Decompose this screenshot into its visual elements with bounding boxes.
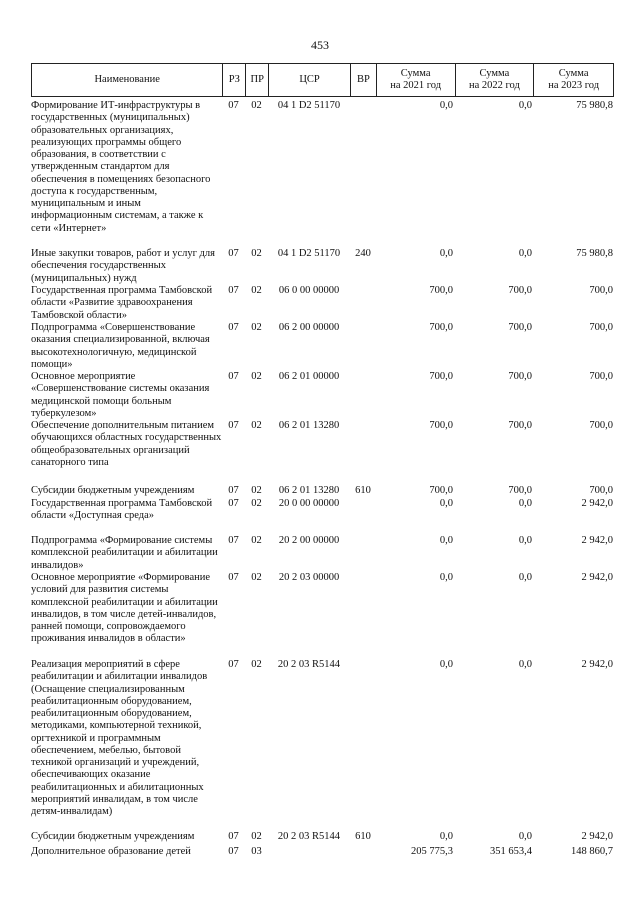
row-sum-2023: 700,0 xyxy=(589,371,613,382)
row-sum-2022: 0,0 xyxy=(518,248,532,259)
row-pr: 02 xyxy=(251,420,262,431)
row-name: Подпрограмма «Совершенствование оказания специализированной, включая высокотехнологичную, медицинской помощи» xyxy=(31,322,210,370)
row-rz: 07 xyxy=(228,100,239,111)
row-name: Иные закупки товаров, работ и услуг для обеспечения государственных (муниципальных) нужд xyxy=(31,248,215,284)
row-name: Основное мероприятие «Совершенствование системы оказания медицинской помощи больным туберкулезом» xyxy=(31,371,210,419)
row-csr: 06 2 01 13280 xyxy=(278,485,340,496)
header-sum-2021: Сумма на 2021 год xyxy=(376,64,455,96)
row-sum-2022: 0,0 xyxy=(518,831,532,842)
row-csr: 20 2 03 00000 xyxy=(278,572,340,583)
row-sum-2021: 205 775,3 xyxy=(411,846,453,857)
row-sum-2022: 700,0 xyxy=(508,285,532,296)
row-csr: 20 2 03 R5144 xyxy=(277,831,341,842)
row-sum-2021: 0,0 xyxy=(439,498,453,509)
table-row xyxy=(31,831,614,846)
row-sum-2022: 351 653,4 xyxy=(490,846,532,857)
row-csr: 20 0 00 00000 xyxy=(278,498,340,509)
row-name: Государственная программа Тамбовской области «Доступная среда» xyxy=(31,498,213,522)
row-csr: 06 2 01 13280 xyxy=(278,420,340,431)
row-sum-2022: 0,0 xyxy=(518,659,532,670)
row-sum-2022: 700,0 xyxy=(508,322,532,333)
table-row xyxy=(31,572,614,659)
row-name: Субсидии бюджетным учреждениям xyxy=(31,831,195,842)
row-rz: 07 xyxy=(228,535,239,546)
row-sum-2021: 0,0 xyxy=(439,535,453,546)
table-row xyxy=(31,248,614,285)
row-pr: 02 xyxy=(251,248,262,259)
row-pr: 02 xyxy=(251,831,262,842)
table-row xyxy=(31,659,614,831)
header-sum-2022: Сумма на 2022 год xyxy=(455,64,534,96)
row-sum-2023: 2 942,0 xyxy=(581,659,613,670)
table-row xyxy=(31,485,614,498)
page-number: 453 xyxy=(311,38,329,52)
row-vr: 610 xyxy=(355,485,371,496)
row-pr: 02 xyxy=(251,498,262,509)
row-rz: 07 xyxy=(228,498,239,509)
row-pr: 02 xyxy=(251,371,262,382)
row-pr: 02 xyxy=(251,322,262,333)
row-vr: 240 xyxy=(355,248,371,259)
row-sum-2023: 700,0 xyxy=(589,285,613,296)
header-vr: ВР xyxy=(350,64,376,96)
row-pr: 02 xyxy=(251,285,262,296)
row-sum-2021: 0,0 xyxy=(439,100,453,111)
row-rz: 07 xyxy=(228,420,239,431)
row-sum-2023: 2 942,0 xyxy=(581,498,613,509)
row-rz: 07 xyxy=(228,285,239,296)
table-body xyxy=(31,100,614,860)
row-pr: 02 xyxy=(251,485,262,496)
row-sum-2023: 700,0 xyxy=(589,420,613,431)
row-pr: 02 xyxy=(251,100,262,111)
row-sum-2021: 0,0 xyxy=(439,831,453,842)
header-pr: ПР xyxy=(245,64,268,96)
row-csr: 06 0 00 00000 xyxy=(278,285,340,296)
row-name: Подпрограмма «Формирование системы комплексной реабилитации и абилитации инвалидов» xyxy=(31,535,218,571)
row-csr: 20 2 03 R5144 xyxy=(277,659,341,670)
row-name: Субсидии бюджетным учреждениям xyxy=(31,485,195,496)
row-pr: 02 xyxy=(251,535,262,546)
row-sum-2023: 75 980,8 xyxy=(576,248,613,259)
row-sum-2021: 0,0 xyxy=(439,248,453,259)
row-vr: 610 xyxy=(355,831,371,842)
row-name: Государственная программа Тамбовской области «Развитие здравоохранения Тамбовской области» xyxy=(31,285,213,321)
table-row xyxy=(31,420,614,485)
row-csr: 06 2 00 00000 xyxy=(278,322,340,333)
row-sum-2021: 0,0 xyxy=(439,659,453,670)
row-csr: 06 2 01 00000 xyxy=(278,371,340,382)
row-rz: 07 xyxy=(228,831,239,842)
row-sum-2023: 700,0 xyxy=(589,322,613,333)
row-sum-2021: 700,0 xyxy=(429,322,453,333)
row-sum-2021: 700,0 xyxy=(429,285,453,296)
row-name: Реализация мероприятий в сфере реабилитации и абилитации инвалидов (Оснащение специализированным реабилитационным оборудованием, реабилитационным оборудованием, методиками, компьютерной техникой, оргтехникой и программным обеспечением, мебелью, бытовой техникой организаций и учреждений, обеспечивающих оказание реабилитационных и абилитационных мероприятий инвалидам, в том числе детям-инвалидам) xyxy=(31,659,208,817)
row-sum-2021: 0,0 xyxy=(439,572,453,583)
row-sum-2021: 700,0 xyxy=(429,485,453,496)
header-csr: ЦСР xyxy=(268,64,350,96)
row-rz: 07 xyxy=(228,485,239,496)
row-name: Дополнительное образование детей xyxy=(31,846,191,857)
header-name: Наименование xyxy=(94,74,160,85)
row-name: Обеспечение дополнительным питанием обучающихся областных государственных общеобразовательных организаций санаторного типа xyxy=(31,420,222,468)
row-csr: 04 1 D2 51170 xyxy=(277,248,341,259)
row-csr: 20 2 00 00000 xyxy=(278,535,340,546)
table-row xyxy=(31,285,614,322)
table-row xyxy=(31,322,614,371)
row-sum-2021: 700,0 xyxy=(429,420,453,431)
table-row xyxy=(31,846,614,860)
row-sum-2022: 0,0 xyxy=(518,100,532,111)
row-sum-2023: 75 980,8 xyxy=(576,100,613,111)
header-rz: РЗ xyxy=(222,64,245,96)
table-row xyxy=(31,100,614,248)
row-csr: 04 1 D2 51170 xyxy=(277,100,341,111)
row-sum-2022: 700,0 xyxy=(508,485,532,496)
row-sum-2022: 700,0 xyxy=(508,371,532,382)
row-name: Формирование ИТ-инфраструктуры в государственных (муниципальных) образовательных организациях, реализующих программы общего образования, в соответствии с утвержденным стандартом для обеспечения в помещениях безопасного доступа к государственным, муниципальным и иным информационным системам, а также к сети «Интернет» xyxy=(31,100,211,234)
row-sum-2023: 700,0 xyxy=(589,485,613,496)
row-rz: 07 xyxy=(228,371,239,382)
header-sum-2023: Сумма на 2023 год xyxy=(533,64,613,96)
row-rz: 07 xyxy=(228,572,239,583)
row-sum-2023: 2 942,0 xyxy=(581,831,613,842)
row-sum-2023: 148 860,7 xyxy=(571,846,613,857)
table-header xyxy=(31,63,614,97)
row-sum-2022: 700,0 xyxy=(508,420,532,431)
row-rz: 07 xyxy=(228,846,239,857)
table-row xyxy=(31,371,614,420)
row-sum-2023: 2 942,0 xyxy=(581,572,613,583)
row-rz: 07 xyxy=(228,659,239,670)
row-sum-2022: 0,0 xyxy=(518,535,532,546)
row-rz: 07 xyxy=(228,322,239,333)
row-sum-2022: 0,0 xyxy=(518,572,532,583)
table-row xyxy=(31,535,614,572)
row-sum-2022: 0,0 xyxy=(518,498,532,509)
table-row xyxy=(31,498,614,535)
row-name: Основное мероприятие «Формирование условий для развития системы комплексной реабилитации и абилитации инвалидов, в том числе детей-инвалидов, ранней помощи, сопровождаемого проживания инвалидов в области» xyxy=(31,572,218,645)
row-pr: 03 xyxy=(251,846,262,857)
row-rz: 07 xyxy=(228,248,239,259)
row-pr: 02 xyxy=(251,659,262,670)
row-sum-2021: 700,0 xyxy=(429,371,453,382)
row-pr: 02 xyxy=(251,572,262,583)
row-sum-2023: 2 942,0 xyxy=(581,535,613,546)
